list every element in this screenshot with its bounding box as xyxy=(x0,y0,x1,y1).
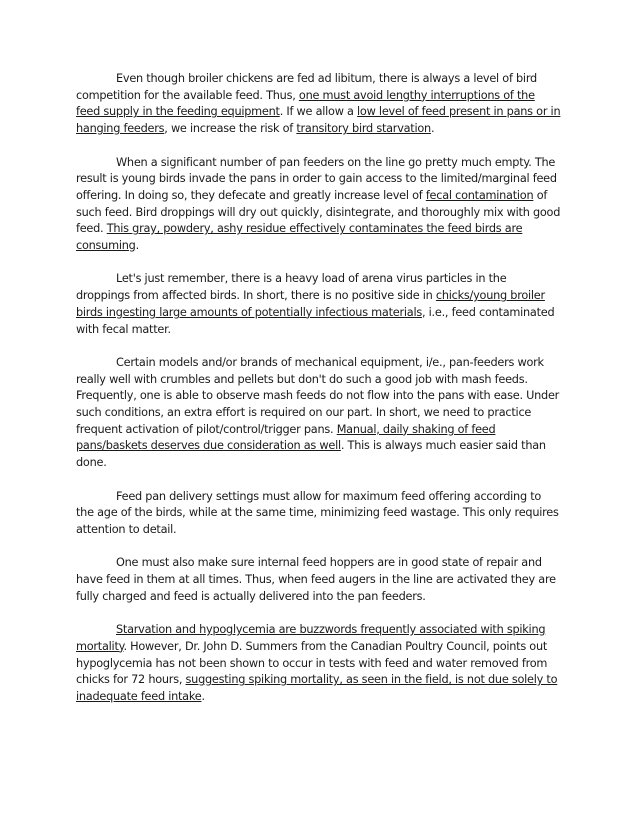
paragraph xyxy=(76,355,562,472)
text-segment: Certain models and/or brands of mechanical equipment, i/e., pan-feeders work really well with crumbles and pellets but don't do such a good job with mash feeds. Frequently, one is able to observe mash feeds do not flow into the pans with ease. Under such conditions, an extra effort is required on our part. In short, we need to practice frequent activation of pilot/control/trigger pans. xyxy=(76,355,560,436)
underlined-text: transitory bird starvation xyxy=(296,122,431,136)
underlined-text: chicks/young broiler birds ingesting large amounts of potentially infectious materials xyxy=(76,289,545,319)
paragraph xyxy=(76,71,562,138)
document-body xyxy=(76,71,562,722)
text-segment: . xyxy=(135,239,139,253)
paragraph xyxy=(76,489,562,539)
underlined-text: low level of feed present in pans or in hanging feeders xyxy=(76,105,561,136)
text-segment: , we increase the risk of xyxy=(164,122,297,136)
text-segment: of such feed. Bird droppings will dry out quickly, disintegrate, and thoroughly mix with good feed. xyxy=(76,188,561,236)
text-segment: , i.e., feed contaminated with fecal matter. xyxy=(76,305,555,336)
text-segment: . xyxy=(430,122,435,136)
underlined-text: fecal contamination xyxy=(425,188,534,202)
paragraph xyxy=(76,555,562,605)
text-segment: . If we allow a xyxy=(279,105,358,119)
text-segment: Feed pan delivery settings must allow for maximum feed offering according to the age of the birds, while at the same time, minimizing feed wastage. This only requires attention to detail. xyxy=(76,489,559,536)
paragraph xyxy=(76,271,562,338)
text-segment: When a significant number of pan feeders on the line go pretty much empty. The result is young birds invade the pans in order to gain access to the limited/marginal feed offering. In doing so, they defecate and greatly increase level of xyxy=(76,155,557,202)
paragraph xyxy=(76,155,562,255)
text-segment: . However, Dr. John D. Summers from the Canadian Poultry Council, points out hypoglycemia has not been shown to occur in tests with feed and water removed from chicks for 72 hours, xyxy=(76,639,548,687)
underlined-text: one must avoid lengthy interruptions of the feed supply in the feeding equipment xyxy=(76,88,535,119)
paragraph xyxy=(76,622,562,706)
underlined-text: Manual, daily shaking of feed pans/baskets deserves due consideration as well xyxy=(76,422,496,453)
underlined-text: Starvation and hypoglycemia are buzzwords frequently associated with spiking mortality xyxy=(76,623,546,653)
text-segment: Let's just remember, there is a heavy load of arena virus particles in the droppings from affected birds. In short, there is no positive side in xyxy=(76,272,507,303)
text-segment: Even though broiler chickens are fed ad libitum, there is always a level of bird competition for the available feed. Thus, xyxy=(76,72,537,102)
text-segment: . This is always much easier said than done. xyxy=(76,439,546,470)
text-segment: One must also make sure internal feed hoppers are in good state of repair and have feed in them at all times. Thus, when feed augers in the line are activated they are fully charged and feed is actually delivered into the pan feeders. xyxy=(76,556,556,603)
underlined-text: This gray, powdery, ashy residue effectively contaminates the feed birds are consuming xyxy=(76,222,523,253)
underlined-text: suggesting spiking mortality, as seen in the field, is not due solely to inadequate feed intake xyxy=(76,673,558,703)
text-segment: . xyxy=(201,689,205,703)
